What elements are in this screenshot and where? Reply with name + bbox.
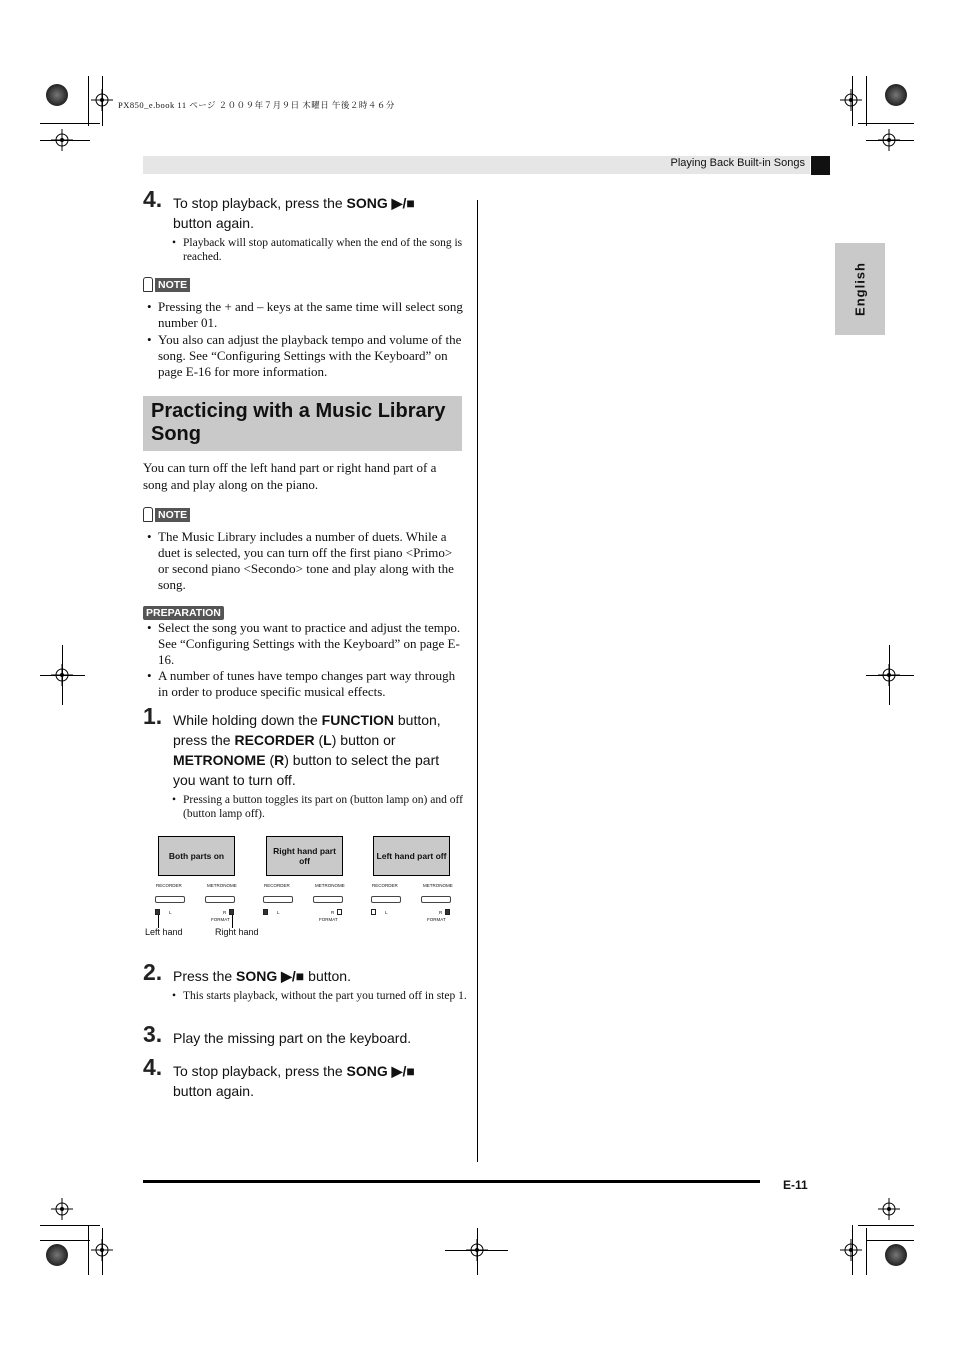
note-badge	[143, 507, 190, 522]
preparation-label: PREPARATION	[143, 606, 224, 620]
registration-dot	[46, 1244, 68, 1266]
step-text-part: button, press the	[173, 712, 441, 748]
step-text	[173, 1061, 463, 1101]
bullet-dot: •	[147, 299, 152, 314]
note-label: NOTE	[155, 278, 190, 292]
preparation-badge	[143, 603, 224, 621]
note-label: NOTE	[155, 508, 190, 522]
step-number: 3.	[143, 1021, 163, 1047]
left-hand-lamp	[371, 909, 376, 915]
l-label: L	[169, 910, 172, 915]
crop-line	[40, 1240, 90, 1241]
crop-line	[102, 76, 103, 126]
registration-dot	[46, 84, 68, 106]
crop-line	[866, 1240, 914, 1241]
step-text-part: To stop playback, press the	[173, 195, 347, 211]
registration-crosshair-icon	[91, 1239, 113, 1261]
recorder-button-name: RECORDER	[234, 732, 315, 748]
metronome-label: METRONOME	[207, 883, 237, 888]
note-bullet-text: You also can adjust the playback tempo and volume of the song. See “Configuring Settings with the Keyboard” on page E-16 for more information.	[158, 332, 462, 379]
step-text-part: (	[314, 732, 324, 748]
language-tab-label: English	[852, 262, 868, 316]
crop-line	[889, 645, 890, 705]
page-number: E-11	[783, 1178, 808, 1192]
registration-crosshair-icon	[840, 89, 862, 111]
preparation-bullet-text: A number of tunes have tempo changes part way through in order to produce specific musical effects.	[158, 668, 456, 699]
crop-line	[866, 1228, 867, 1275]
note-bullet-text: Pressing the + and – keys at the same time will select song number 01.	[158, 299, 463, 330]
note-badge	[143, 277, 190, 292]
crop-line	[866, 76, 867, 126]
column-divider	[477, 200, 478, 1162]
note-pencil-icon	[143, 507, 153, 522]
sub-bullet	[172, 793, 468, 821]
language-tab	[835, 243, 885, 335]
crop-line	[88, 1225, 89, 1275]
right-hand-lamp	[337, 909, 342, 915]
format-label: FORMAT	[211, 917, 230, 922]
metronome-button	[205, 896, 235, 903]
panel-label-box	[266, 836, 343, 876]
recorder-button	[371, 896, 401, 903]
crop-line	[858, 1225, 914, 1226]
sub-bullet	[172, 236, 468, 264]
bullet-dot: •	[172, 990, 177, 1002]
format-label: FORMAT	[427, 917, 446, 922]
step-text-part: Press the	[173, 968, 237, 984]
panel-label: Right hand part off	[273, 846, 336, 866]
bullet-dot: •	[147, 332, 152, 347]
metronome-label: METRONOME	[315, 883, 345, 888]
recorder-label: RECORDER	[372, 883, 398, 888]
r-label: R	[331, 910, 335, 915]
step-text: Play the missing part on the keyboard.	[173, 1030, 412, 1046]
song-button-name: SONG	[346, 1063, 388, 1079]
l-key-name: L	[323, 732, 332, 748]
metronome-label: METRONOME	[423, 883, 453, 888]
play-stop-symbol: ▶/■	[387, 195, 415, 211]
crop-line	[866, 675, 914, 676]
section-heading-box	[143, 396, 462, 451]
crop-line	[62, 645, 63, 705]
step-text-part: button.	[304, 968, 351, 984]
r-label: R	[439, 910, 443, 915]
step-text	[173, 193, 463, 233]
recorder-label: RECORDER	[156, 883, 182, 888]
recorder-label: RECORDER	[264, 883, 290, 888]
registration-crosshair-icon	[51, 1198, 73, 1220]
format-label: FORMAT	[319, 917, 338, 922]
step-text-part: To stop playback, press the	[173, 1063, 347, 1079]
button-lamp-diagram	[143, 835, 463, 945]
panel-label-box	[158, 836, 235, 876]
crop-line	[477, 1228, 478, 1275]
crop-line	[40, 1225, 100, 1226]
left-hand-caption: Left hand	[145, 927, 183, 937]
section-intro: You can turn off the left hand part or right hand part of a song and play along on the piano.	[143, 460, 437, 492]
l-label: L	[385, 910, 388, 915]
metronome-button	[313, 896, 343, 903]
recorder-button	[263, 896, 293, 903]
panel-label: Both parts on	[168, 851, 225, 861]
bullet-dot: •	[147, 529, 152, 544]
step-number: 4.	[143, 186, 163, 212]
note-bullet	[147, 529, 463, 593]
panel-label: Left hand part off	[376, 851, 447, 861]
preparation-bullet-text: Select the song you want to practice and adjust the tempo. See “Configuring Settings with the Keyboard” on page E-16.	[158, 620, 461, 667]
registration-dot	[885, 1244, 907, 1266]
bullet-dot: •	[147, 620, 152, 635]
step-text-part: While holding down the	[173, 712, 322, 728]
song-button-name: SONG	[346, 195, 388, 211]
note-pencil-icon	[143, 277, 153, 292]
l-label: L	[277, 910, 280, 915]
footer-rule	[143, 1180, 760, 1183]
left-hand-lamp	[263, 909, 268, 915]
right-hand-lamp	[445, 909, 450, 915]
note-bullet	[147, 299, 463, 331]
song-button-name: SONG	[236, 968, 278, 984]
play-stop-symbol: ▶/■	[277, 968, 305, 984]
step-number: 4.	[143, 1054, 163, 1080]
print-slug: PX850_e.book 11 ページ ２００９年７月９日 木曜日 午後２時４６分	[118, 100, 395, 110]
running-header-text: Playing Back Built-in Songs	[670, 157, 805, 169]
preparation-bullet	[147, 620, 463, 668]
r-label: R	[223, 910, 227, 915]
play-stop-symbol: ▶/■	[387, 1063, 415, 1079]
step-text-part: ) button or	[331, 732, 396, 748]
step-text-part: ) button to select the part you want to turn off.	[173, 752, 440, 788]
crop-line	[40, 123, 100, 124]
metronome-button-name: METRONOME	[173, 752, 266, 768]
crop-line	[88, 76, 89, 126]
recorder-button	[155, 896, 185, 903]
note-bullet	[147, 332, 463, 380]
r-key-name: R	[274, 752, 285, 768]
section-title: Practicing with a Music Library Song	[151, 400, 446, 445]
step-number: 2.	[143, 959, 163, 985]
step-text-part: button again.	[173, 1083, 254, 1099]
sub-bullet	[172, 989, 468, 1003]
sub-bullet-text: Playback will stop automatically when the end of the song is reached.	[183, 237, 463, 263]
step-number: 1.	[143, 703, 163, 729]
step-text-part: button again.	[173, 215, 254, 231]
note-bullet-text: The Music Library includes a number of duets. While a duet is selected, you can turn off the first piano <Primo> or second piano <Secondo> tone and play along with the song.	[158, 529, 454, 592]
registration-crosshair-icon	[840, 1239, 862, 1261]
step-text	[173, 966, 463, 986]
bullet-dot: •	[172, 237, 177, 249]
sub-bullet-text: This starts playback, without the part you turned off in step 1.	[183, 990, 467, 1002]
bullet-dot: •	[147, 668, 152, 683]
step-text-part: (	[265, 752, 275, 768]
panel-label-box	[373, 836, 450, 876]
bullet-dot: •	[172, 794, 177, 806]
preparation-bullet	[147, 668, 463, 700]
function-button-name: FUNCTION	[321, 712, 394, 728]
registration-crosshair-icon	[878, 1198, 900, 1220]
right-hand-caption: Right hand	[215, 927, 259, 937]
step-text	[173, 710, 458, 790]
crop-line	[40, 140, 90, 141]
header-marker-block	[811, 156, 830, 175]
sub-bullet-text: Pressing a button toggles its part on (button lamp on) and off (button lamp off).	[183, 794, 463, 820]
crop-line	[866, 140, 914, 141]
metronome-button	[421, 896, 451, 903]
registration-dot	[885, 84, 907, 106]
